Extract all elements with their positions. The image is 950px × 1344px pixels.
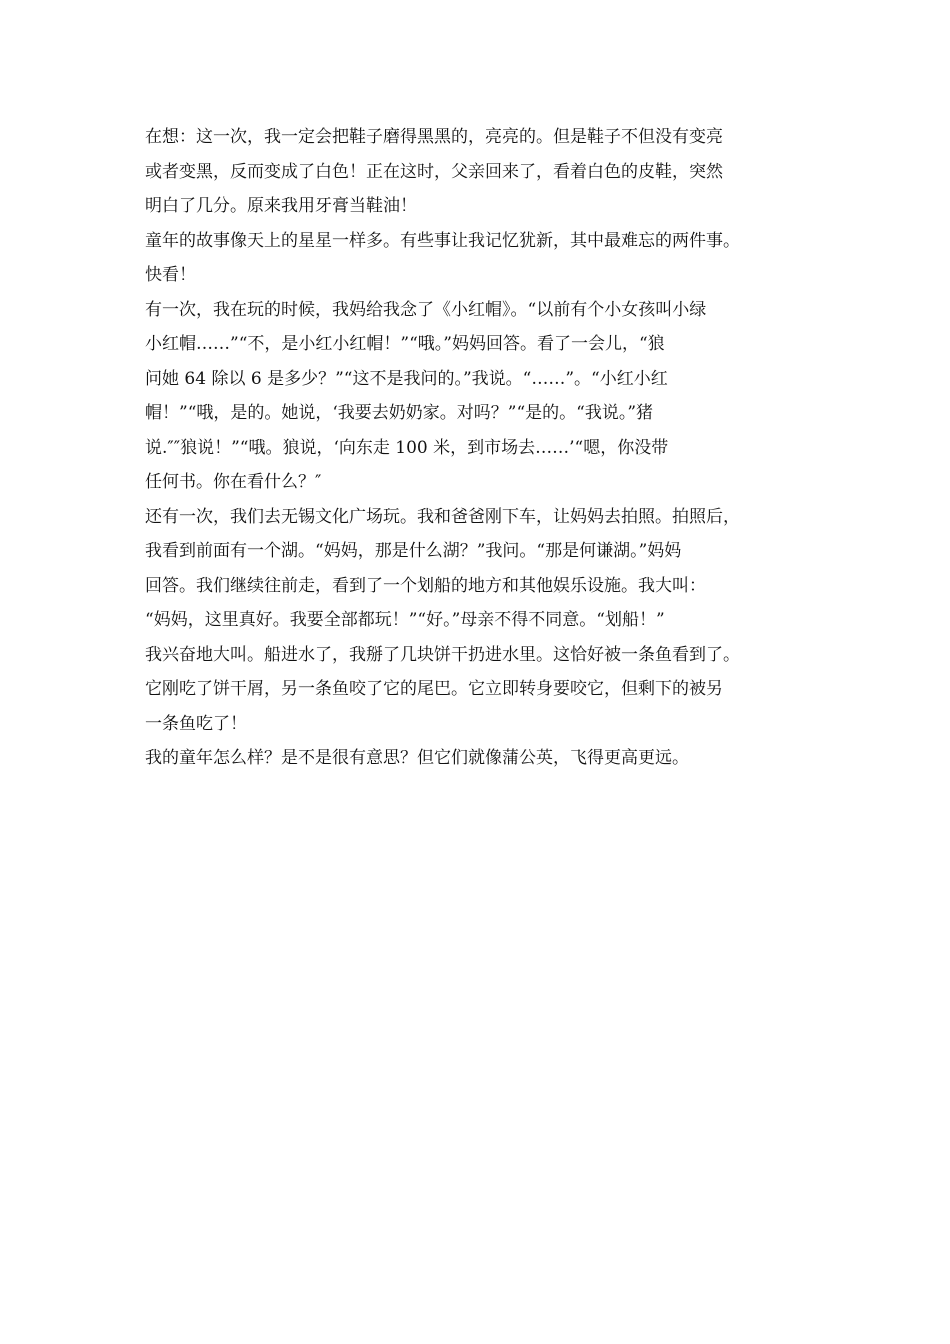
text-line: 童年的故事像天上的星星一样多。有些事让我记忆犹新，其中最难忘的两件事。 xyxy=(145,230,740,251)
text-line: 我兴奋地大叫。船进水了，我掰了几块饼干扔进水里。这恰好被一条鱼看到了。 xyxy=(145,644,740,665)
text-line: 在想：这一次，我一定会把鞋子磨得黑黑的，亮亮的。但是鞋子不但没有变亮 xyxy=(145,127,723,147)
text-line: 它刚吃了饼干屑，另一条鱼咬了它的尾巴。它立即转身要咬它，但剩下的被另 xyxy=(145,679,723,699)
paragraph-2 xyxy=(145,224,815,293)
paragraph-1 xyxy=(145,120,815,224)
text-line: 说.″″狼说！”“哦。狼说，‘向东走 100 米，到市场去……’“嗯，你没带 xyxy=(145,437,669,458)
text-line: 帽！”“哦，是的。她说，‘我要去奶奶家。对吗？”“是的。“我说。”猪 xyxy=(145,403,654,423)
body-text xyxy=(145,120,815,776)
text-line: 小红帽……”“不，是小红小红帽！”“哦。”妈妈回答。看了一会儿，“狼 xyxy=(145,334,665,354)
text-line: 问她 64 除以 6 是多少？”“这不是我问的。”我说。“……”。“小红小红 xyxy=(145,368,668,389)
text-line: 我看到前面有一个湖。“妈妈，那是什么湖？”我问。“那是何谦湖。”妈妈 xyxy=(145,541,682,561)
text-line: 明白了几分。原来我用牙膏当鞋油！ xyxy=(145,196,417,216)
paragraph-4 xyxy=(145,500,815,742)
text-line: 或者变黑，反而变成了白色！正在这时，父亲回来了，看着白色的皮鞋，突然 xyxy=(145,161,723,182)
text-line: 有一次，我在玩的时候，我妈给我念了《小红帽》。“以前有个小女孩叫小绿 xyxy=(145,299,707,320)
text-line: 我的童年怎么样？是不是很有意思？但它们就像蒲公英，飞得更高更远。 xyxy=(145,748,689,768)
text-line: 还有一次，我们去无锡文化广场玩。我和爸爸刚下车，让妈妈去拍照。拍照后， xyxy=(145,506,740,527)
text-line: 快看！ xyxy=(145,265,196,285)
paragraph-5 xyxy=(145,741,815,776)
text-line: 回答。我们继续往前走，看到了一个划船的地方和其他娱乐设施。我大叫： xyxy=(145,575,706,596)
paragraph-3 xyxy=(145,293,815,500)
text-line: 任何书。你在看什么？″ xyxy=(145,472,322,492)
text-line: 一条鱼吃了！ xyxy=(145,713,247,734)
text-line: “妈妈，这里真好。我要全部都玩！”“好。”母亲不得不同意。“划船！” xyxy=(145,610,665,630)
